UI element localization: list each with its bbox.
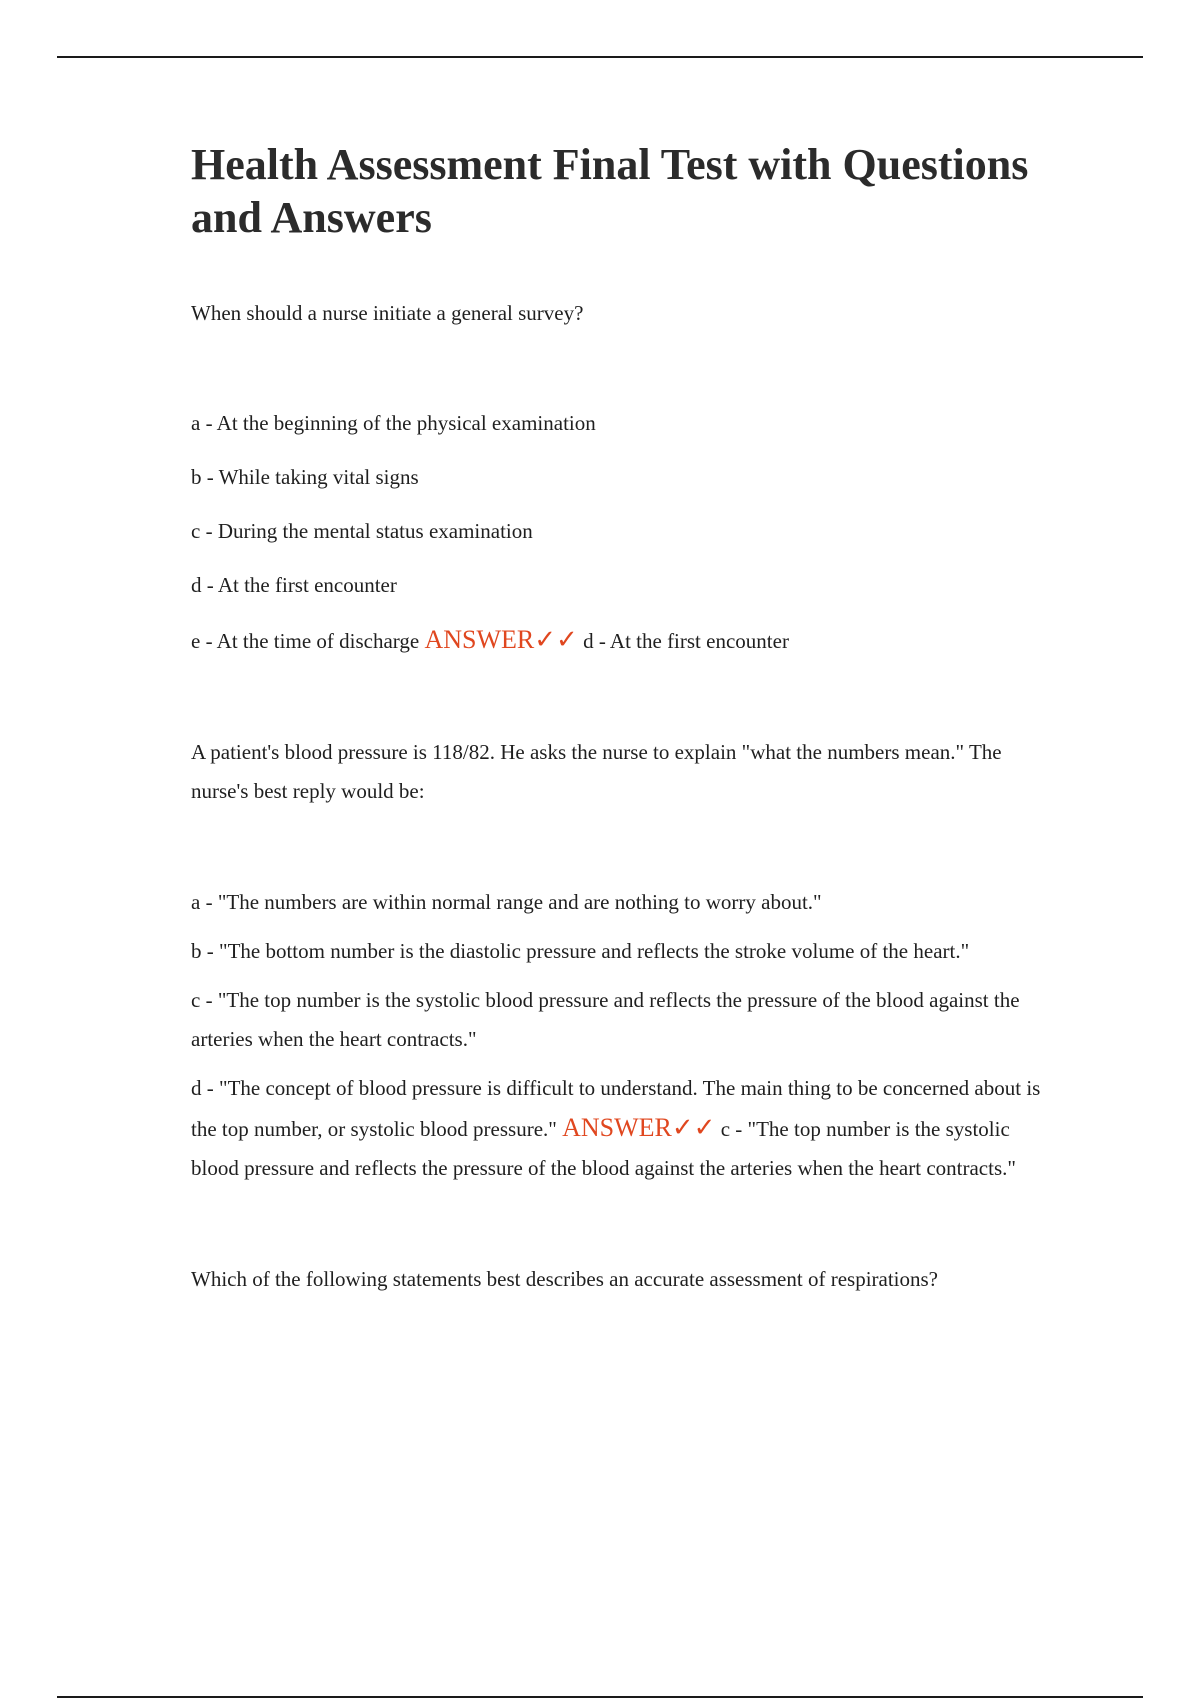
question-2-option-b: b - "The bottom number is the diastolic pressure and reflects the stroke volume of the heart."	[191, 939, 970, 963]
question-1-option-b: b - While taking vital signs	[191, 465, 419, 489]
question-2-answer: c - "The top number is the systolic blood pressure and reflects the pressure of the blood against the arteries when the heart contracts."	[191, 1117, 1016, 1180]
answer-tag: ANSWER✓✓	[424, 625, 578, 654]
document-title: Health Assessment Final Test with Questions and Answers	[191, 140, 1029, 242]
question-1-prompt: When should a nurse initiate a general survey?	[191, 301, 584, 325]
question-2-option-d-with-answer	[191, 1069, 1051, 1188]
answer-tag: ANSWER✓✓	[562, 1113, 716, 1142]
question-1-options	[191, 404, 1051, 661]
question-3-prompt: Which of the following statements best describes an accurate assessment of respirations?	[191, 1267, 939, 1291]
question-1-option-c: c - During the mental status examination	[191, 519, 533, 543]
question-1-option-d: d - At the first encounter	[191, 573, 397, 597]
question-2-option-d: d - "The concept of blood pressure is difficult to understand. The main thing to be concerned about is the top number, or systolic blood pressure."	[191, 1076, 1041, 1141]
question-2-options	[191, 883, 1051, 1188]
question-1-answer: d - At the first encounter	[583, 629, 789, 653]
question-2-option-c: c - "The top number is the systolic blood pressure and reflects the pressure of the blood against the arteries when the heart contracts."	[191, 988, 1020, 1051]
question-1-option-a: a - At the beginning of the physical examination	[191, 411, 596, 435]
page-top-rule	[57, 56, 1143, 58]
question-1-option-e: e - At the time of discharge	[191, 629, 420, 653]
question-2-prompt: A patient's blood pressure is 118/82. He asks the nurse to explain "what the numbers mean." The nurse's best reply would be:	[191, 740, 1002, 803]
question-2-option-a: a - "The numbers are within normal range and are nothing to worry about."	[191, 890, 822, 914]
document-body	[191, 138, 1051, 1299]
page-bottom-rule	[57, 1696, 1143, 1698]
question-1-option-e-with-answer	[191, 620, 1051, 661]
